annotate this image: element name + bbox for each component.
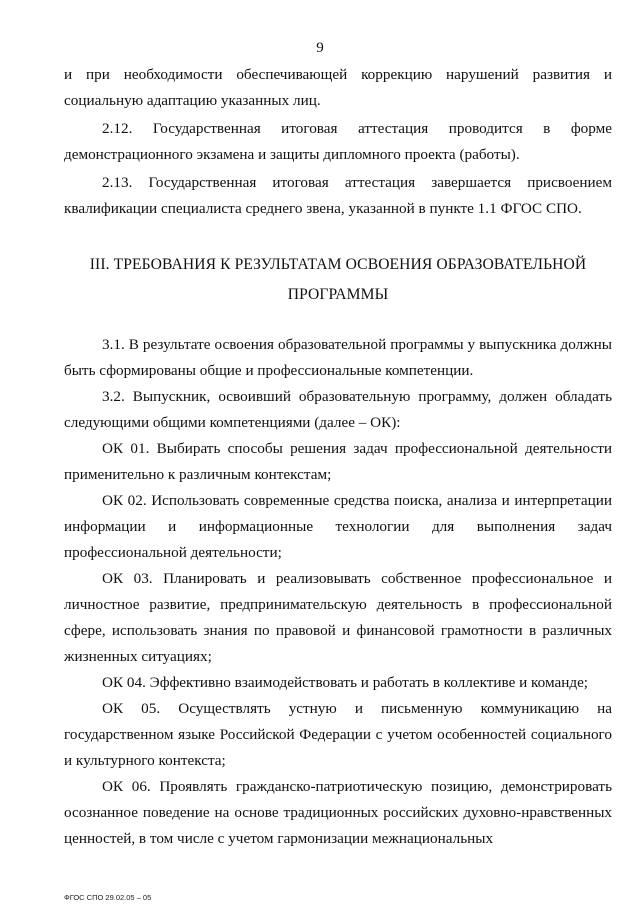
competency-ok-06: ОК 06. Проявлять гражданско-патриотическую позицию, демонстрировать осознанное поведение на основе традиционных российских духовно-нравственных ценностей, в том числе с учетом гармонизации межнациональных bbox=[64, 778, 612, 847]
competency-ok-05: ОК 05. Осуществлять устную и письменную коммуникацию на государственном языке Российской Федерации с учетом особенностей социального и культурного контекста; bbox=[64, 700, 612, 769]
page-number: 9 bbox=[316, 40, 324, 56]
competency-ok-02: ОК 02. Использовать современные средства поиска, анализа и интерпретации информации и информационные технологии для выполнения задач профессиональной деятельности; bbox=[64, 492, 612, 561]
section-heading: III. ТРЕБОВАНИЯ К РЕЗУЛЬТАТАМ ОСВОЕНИЯ ОБРАЗОВАТЕЛЬНОЙ ПРОГРАММЫ bbox=[89, 256, 587, 303]
document-body bbox=[64, 62, 612, 852]
paragraph-2-12: 2.12. Государственная итоговая аттестация проводится в форме демонстрационного экзамена и защиты дипломного проекта (работы). bbox=[64, 120, 612, 163]
competency-ok-01: ОК 01. Выбирать способы решения задач профессиональной деятельности применительно к различным контекстам; bbox=[64, 440, 612, 483]
paragraph-3-2: 3.2. Выпускник, освоивший образовательную программу, должен обладать следующими общими компетенциями (далее – ОК): bbox=[64, 388, 612, 431]
paragraph-continuation: и при необходимости обеспечивающей коррекцию нарушений развития и социальную адаптацию указанных лиц. bbox=[64, 66, 612, 109]
competency-ok-03: ОК 03. Планировать и реализовывать собственное профессиональное и личностное развитие, предпринимательскую деятельность в профессиональной сфере, использовать знания по правовой и финансовой грамотности в различных жизненных ситуациях; bbox=[64, 570, 612, 665]
footer-code: ФГОС СПО 29.02.05 – 05 bbox=[64, 893, 152, 902]
paragraph-3-1: 3.1. В результате освоения образовательной программы у выпускника должны быть сформированы общие и профессиональные компетенции. bbox=[64, 336, 612, 379]
competency-ok-04: ОК 04. Эффективно взаимодействовать и работать в коллективе и команде; bbox=[102, 674, 589, 691]
paragraph-2-13: 2.13. Государственная итоговая аттестация завершается присвоением квалификации специалиста среднего звена, указанной в пункте 1.1 ФГОС СПО. bbox=[64, 174, 612, 217]
